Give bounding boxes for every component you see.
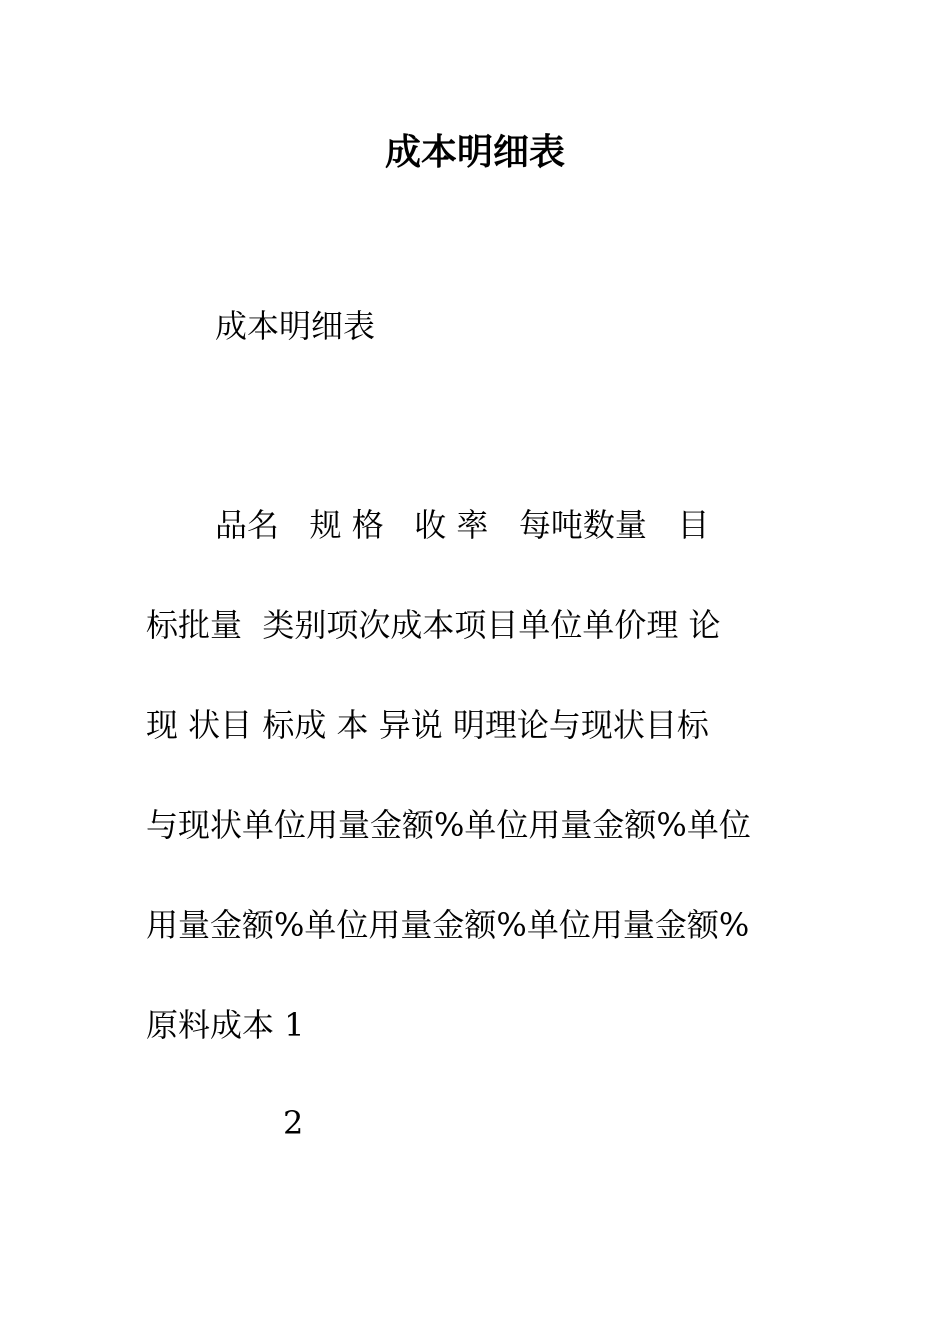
document-title: 成本明细表 [384, 132, 565, 173]
body-line-1: 品名 规 格 收 率 每吨数量 目 [215, 506, 710, 544]
document-subtitle: 成本明细表 [215, 307, 376, 345]
body-line-3: 现 状目 标成 本 异说 明理论与现状目标 [146, 706, 709, 744]
body-line-2: 标批量 类别项次成本项目单位单价理 论 [146, 606, 721, 644]
body-line-4: 与现状单位用量金额%单位用量金额%单位 [146, 806, 751, 844]
body-line-5: 用量金额%单位用量金额%单位用量金额% [146, 906, 750, 944]
body-line-7: 2 [283, 1104, 304, 1142]
body-line-6: 原料成本 1 [146, 1006, 305, 1044]
